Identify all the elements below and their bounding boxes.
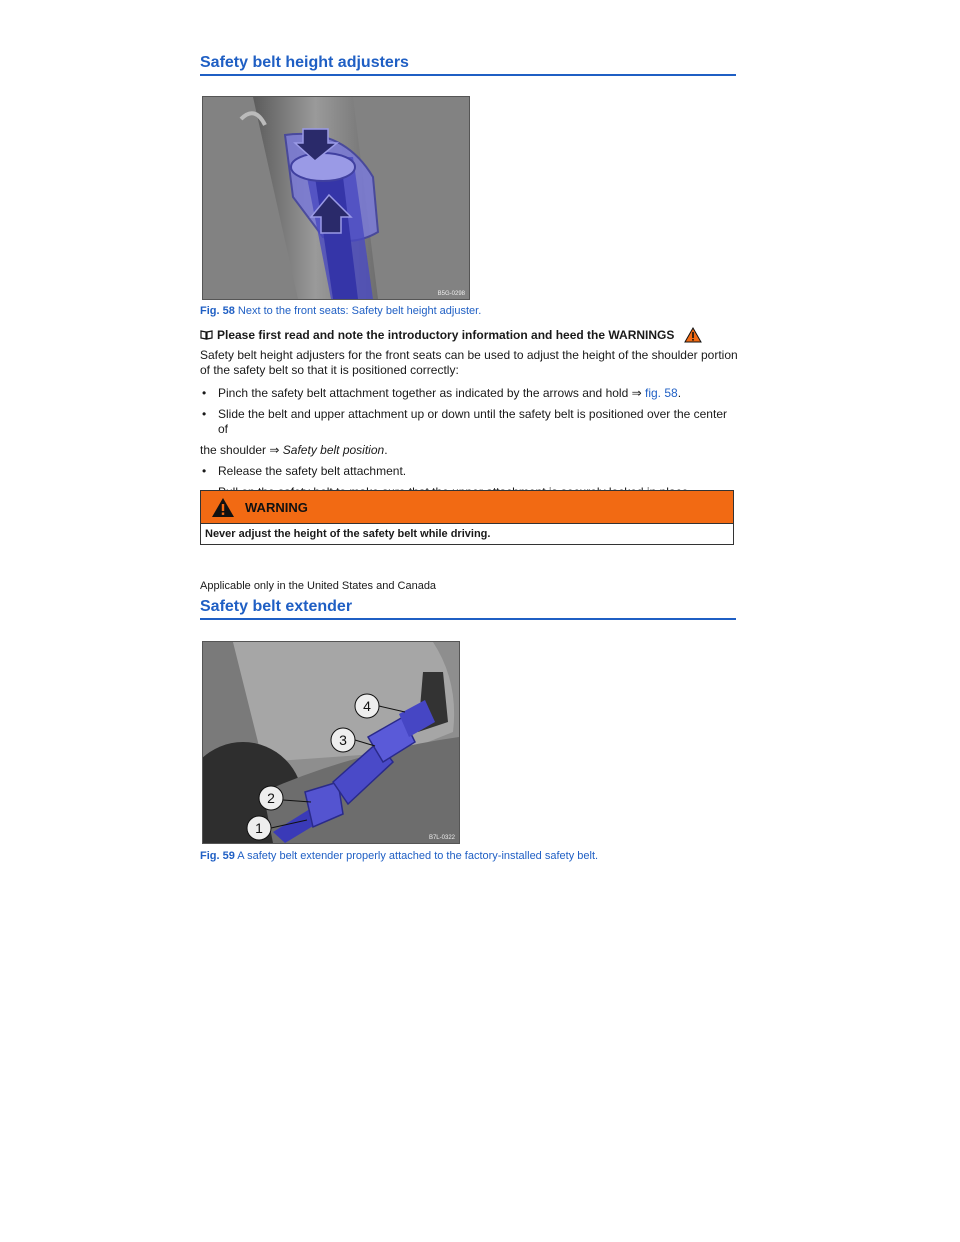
- step-2: • Slide the belt and upper attachment up or down until the safety belt is positioned over the center of: [200, 407, 740, 437]
- applicability-note: Applicable only in the United States and Canada: [200, 580, 437, 592]
- arrow-icon: ⇒: [631, 386, 642, 400]
- figure-59-belt-extender: [202, 641, 460, 844]
- caption-label: Fig. 59: [200, 850, 235, 862]
- step-3: • Release the safety belt attachment.: [200, 464, 740, 479]
- caption-text: Next to the front seats: Safety belt height adjuster.: [234, 305, 482, 317]
- safety-belt-position-link[interactable]: Safety belt position: [282, 443, 385, 457]
- height-adjuster-illustration: [203, 97, 469, 299]
- section-heading-height-adjusters: Safety belt height adjusters: [200, 54, 736, 76]
- svg-text:4: 4: [363, 698, 371, 714]
- arrow-icon: ⇒: [269, 443, 280, 457]
- steps-list: [200, 386, 740, 506]
- figure-code: B7L-0322: [428, 835, 455, 841]
- figure-58-height-adjuster: [202, 96, 470, 300]
- warning-box: [200, 490, 734, 545]
- figure-code: B5G-0298: [437, 291, 465, 297]
- intro-paragraph: Safety belt height adjusters for the front seats can be used to adjust the height of the shoulder portion of the safety belt so that it is positioned correctly:: [200, 348, 738, 377]
- svg-text:1: 1: [255, 820, 263, 836]
- intro-note: [200, 327, 702, 343]
- warning-title: WARNING: [245, 499, 308, 515]
- intro-text: Please first read and note the introductory information and heed the WARNINGS: [217, 328, 675, 342]
- warning-body: Never adjust the height of the safety belt while driving.: [201, 524, 733, 544]
- warning-triangle-icon: [211, 497, 235, 518]
- svg-text:3: 3: [339, 732, 347, 748]
- caption-text: A safety belt extender properly attached to the factory-installed safety belt.: [234, 850, 599, 862]
- figure-59-caption: [200, 850, 598, 862]
- svg-text:2: 2: [267, 790, 275, 806]
- section-heading-belt-extender: Safety belt extender: [200, 598, 736, 620]
- step-1: • Pinch the safety belt attachment together as indicated by the arrows and hold ⇒ fig. 58.: [200, 386, 740, 401]
- figure-58-caption: [200, 305, 481, 317]
- belt-extender-illustration: [203, 642, 459, 843]
- book-icon: [200, 330, 213, 340]
- fig-58-link[interactable]: fig. 58: [645, 386, 678, 400]
- warning-header: [201, 491, 733, 524]
- caption-label: Fig. 58: [200, 305, 235, 317]
- warning-triangle-icon: [684, 327, 702, 343]
- step-2-continued: the shoulder ⇒ Safety belt position.: [200, 443, 388, 457]
